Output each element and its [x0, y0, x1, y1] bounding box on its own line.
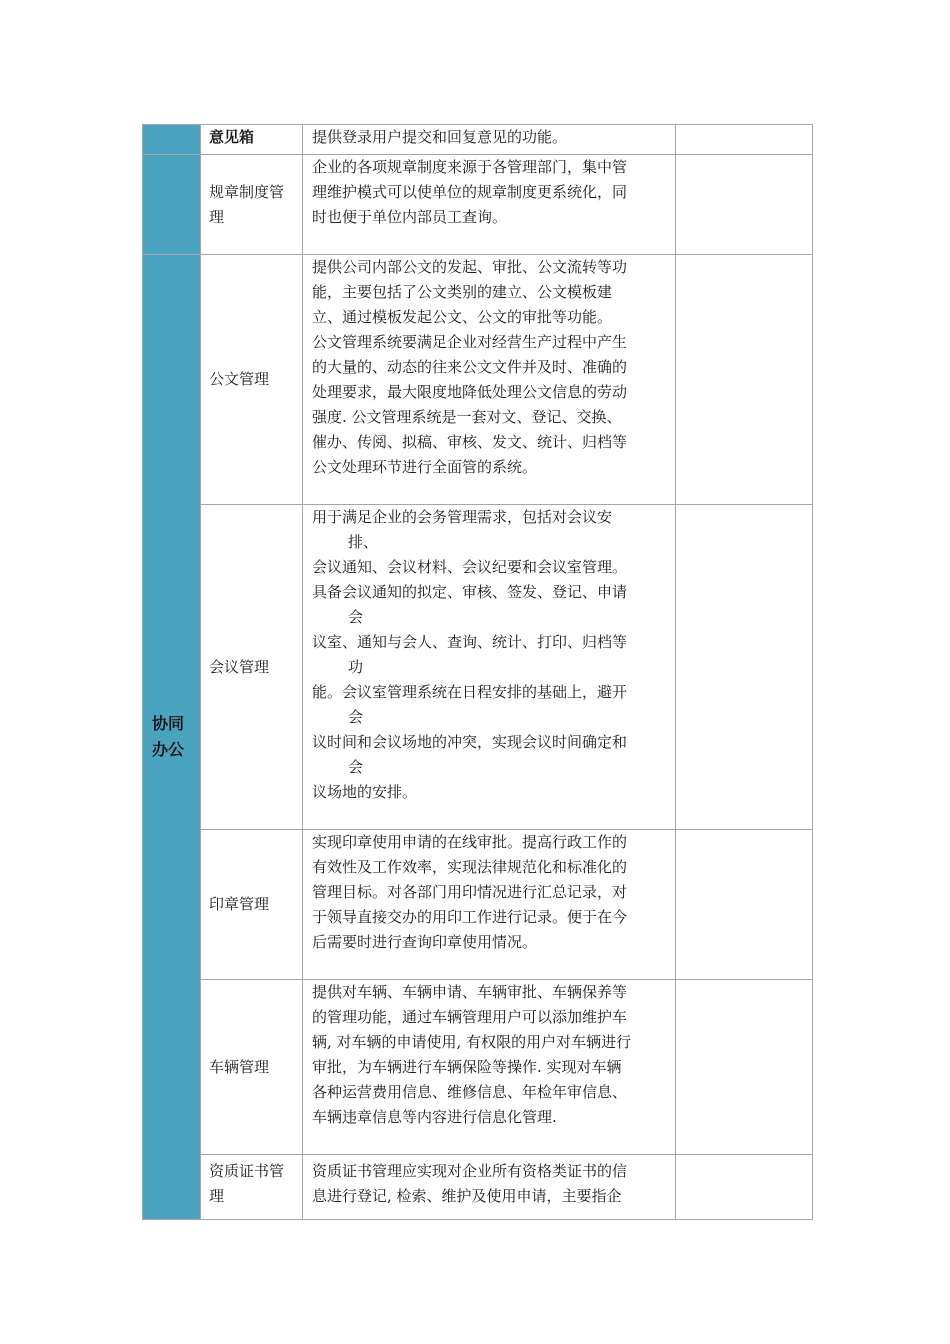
remark-cell	[676, 125, 813, 155]
feature-name-text: 意见箱	[209, 128, 255, 146]
description-line: 具备会议通知的拟定、审核、签发、登记、申请	[312, 583, 628, 601]
description-line: 议室、通知与会人、查询、统计、打印、归档等	[312, 633, 628, 651]
table-row	[143, 255, 813, 505]
description-line: 管理目标。对各部门用印情况进行汇总记录，对	[312, 883, 628, 901]
description-line: 的大量的、动态的往来公文文件并及时、准确的	[312, 358, 628, 376]
description-line: 议场地的安排。	[312, 783, 418, 801]
feature-name	[201, 125, 303, 155]
description-line: 能，主要包括了公文类别的建立、公文模板建	[312, 283, 613, 301]
description-line: 实现印章使用申请的在线审批。提高行政工作的	[312, 833, 628, 851]
description-line: 能。会议室管理系统在日程安排的基础上，避开	[312, 683, 628, 701]
feature-name	[201, 255, 303, 505]
description-line: 会	[348, 758, 364, 776]
category-cell-blank	[143, 155, 201, 255]
feature-name-text: 车辆管理	[209, 1057, 270, 1076]
description-line: 时也便于单位内部员工查询。	[312, 208, 508, 226]
remark-cell	[676, 830, 813, 980]
description-line: 有效性及工作效率，实现法律规范化和标准化的	[312, 858, 628, 876]
description-line: 资质证书管理应实现对企业所有资格类证书的信	[312, 1162, 628, 1180]
feature-description	[303, 155, 676, 255]
description-line: 用于满足企业的会务管理需求，包括对会议安	[312, 508, 613, 526]
feature-name	[201, 1155, 303, 1220]
feature-name	[201, 980, 303, 1155]
category-label: 协同	[152, 714, 185, 733]
description-line: 息进行登记, 检索、维护及使用申请，主要指企	[312, 1187, 622, 1205]
feature-name-text: 规章制度管	[209, 182, 285, 201]
feature-description	[303, 505, 676, 830]
description-line: 于领导直接交办的用印工作进行记录。便于在今	[312, 908, 628, 926]
feature-description	[303, 830, 676, 980]
feature-description	[303, 255, 676, 505]
remark-cell	[676, 155, 813, 255]
feature-name-text: 印章管理	[209, 895, 270, 913]
description-line: 审批，为车辆进行车辆保险等操作. 实现对车辆	[312, 1058, 622, 1076]
table-row	[143, 830, 813, 980]
description-line: 会	[348, 708, 364, 726]
feature-description	[303, 125, 676, 155]
feature-table	[142, 124, 813, 1220]
description-line: 后需要时进行查询印章使用情况。	[312, 933, 538, 951]
remark-cell	[676, 255, 813, 505]
feature-name	[201, 830, 303, 980]
table-row	[143, 155, 813, 255]
feature-name-text: 公文管理	[209, 370, 270, 388]
category-cell	[143, 255, 201, 1220]
description-line: 立、通过模板发起公文、公文的审批等功能。	[312, 308, 613, 326]
description-line: 功	[348, 658, 364, 676]
feature-description	[303, 980, 676, 1155]
description-line: 辆, 对车辆的申请使用, 有权限的用户对车辆进行	[312, 1033, 632, 1051]
description-line: 公文处理环节进行全面管的系统。	[312, 458, 538, 476]
category-label: 办公	[152, 740, 185, 759]
description-line: 催办、传阅、拟稿、审核、发文、统计、归档等	[312, 433, 628, 451]
table-row	[143, 980, 813, 1155]
feature-name-text: 理	[209, 1187, 225, 1205]
description-line: 会	[348, 608, 364, 626]
description-line: 企业的各项规章制度来源于各管理部门，集中管	[312, 158, 628, 176]
description-line: 公文管理系统要满足企业对经营生产过程中产生	[312, 333, 628, 351]
table-row	[143, 1155, 813, 1220]
feature-name-text: 资质证书管	[209, 1162, 285, 1180]
description-line: 的管理功能，通过车辆管理用户可以添加维护车	[312, 1008, 628, 1026]
description-line: 处理要求，最大限度地降低处理公文信息的劳动	[312, 383, 628, 401]
description-line: 车辆违章信息等内容进行信息化管理.	[312, 1108, 557, 1126]
description-line: 排、	[348, 533, 379, 551]
table-row	[143, 125, 813, 155]
table-row	[143, 505, 813, 830]
description-line: 提供登录用户提交和回复意见的功能。	[312, 128, 568, 146]
remark-cell	[676, 505, 813, 830]
feature-name-text: 理	[209, 207, 225, 226]
feature-name	[201, 505, 303, 830]
description-line: 理维护模式可以使单位的规章制度更系统化，同	[312, 183, 628, 201]
description-line: 会议通知、会议材料、会议纪要和会议室管理。	[312, 558, 628, 576]
feature-description	[303, 1155, 676, 1220]
remark-cell	[676, 1155, 813, 1220]
feature-name-text: 会议管理	[209, 657, 270, 676]
category-cell-blank	[143, 125, 201, 155]
description-line: 各种运营费用信息、维修信息、年检年审信息、	[312, 1083, 628, 1101]
remark-cell	[676, 980, 813, 1155]
description-line: 议时间和会议场地的冲突，实现会议时间确定和	[312, 733, 628, 751]
description-line: 提供对车辆、车辆申请、车辆审批、车辆保养等	[312, 983, 628, 1001]
description-line: 强度. 公文管理系统是一套对文、登记、交换、	[312, 408, 622, 426]
feature-name	[201, 155, 303, 255]
description-line: 提供公司内部公文的发起、审批、公文流转等功	[312, 258, 628, 276]
